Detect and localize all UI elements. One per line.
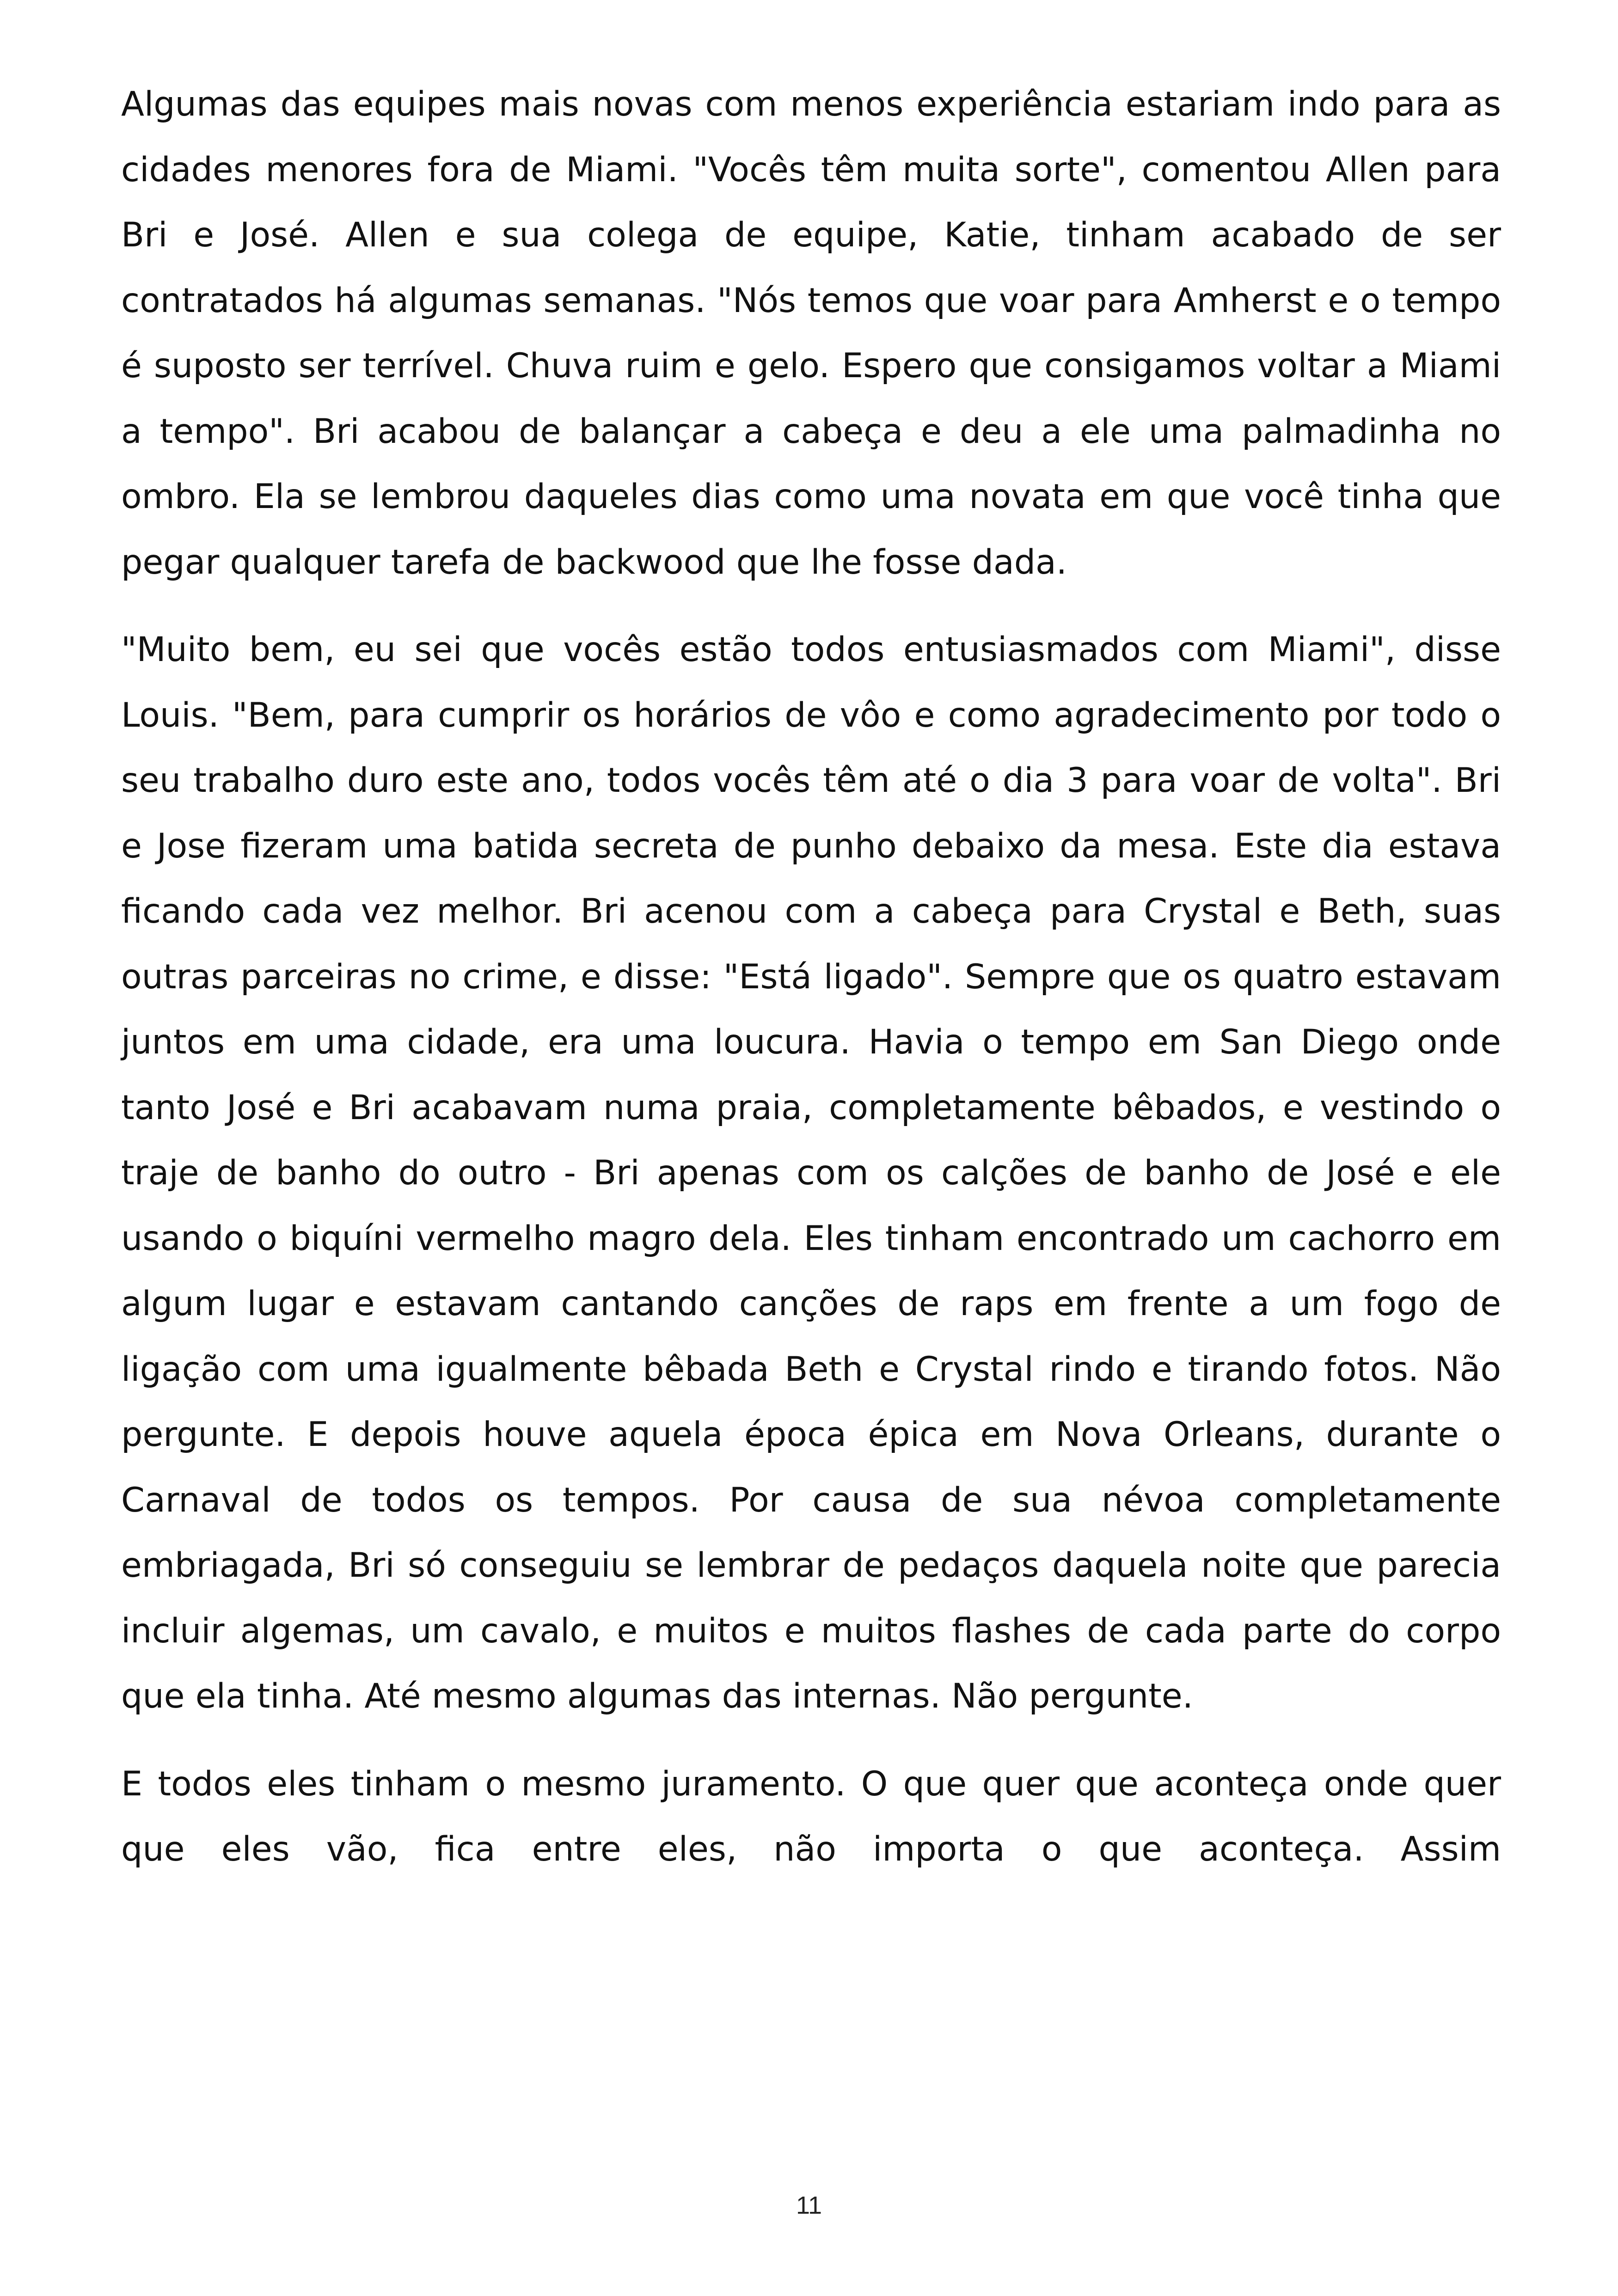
body-text: [121, 72, 1501, 1904]
paragraph-2: "Muito bem, eu sei que vocês estão todos entusiasmados com Miami", disse Louis. "Bem, para cumprir os horários de vôo e como agradecimento por todo o seu trabalho duro este ano, todos vocês têm até o dia 3 para voar de volta". Bri e Jose fizeram uma batida secreta de punho debaixo da mesa. Este dia estava ficando cada vez melhor. Bri acenou com a cabeça para Crystal e Beth, suas outras parceiras no crime, e disse: "Está ligado". Sempre que os quatro estavam juntos em uma cidade, era uma loucura. Havia o tempo em San Diego onde tanto José e Bri acabavam numa praia, completamente bêbados, e vestindo o traje de banho do outro - Bri apenas com os calções de banho de José e ele usando o biquíni vermelho magro dela. Eles tinham encontrado um cachorro em algum lugar e estavam cantando canções de raps em frente a um fogo de ligação com uma igualmente bêbada Beth e Crystal rindo e tirando fotos. Não pergunte. E depois houve aquela época épica em Nova Orleans, durante o Carnaval de todos os tempos. Por causa de sua névoa completamente embriagada, Bri só conseguiu se lembrar de pedaços daquela noite que parecia incluir algemas, um cavalo, e muitos e muitos flashes de cada parte do corpo que ela tinha. Até mesmo algumas das internas. Não pergunte.: [121, 630, 1501, 1716]
paragraph-1: Algumas das equipes mais novas com menos experiência estariam indo para as cidades menores fora de Miami. "Vocês têm muita sorte", comentou Allen para Bri e José. Allen e sua colega de equipe, Katie, tinham acabado de ser contratados há algumas semanas. "Nós temos que voar para Amherst e o tempo é suposto ser terrível. Chuva ruim e gelo. Espero que consigamos voltar a Miami a tempo". Bri acabou de balançar a cabeça e deu a ele uma palmadinha no ombro. Ela se lembrou daqueles dias como uma novata em que você tinha que pegar qualquer tarefa de backwood que lhe fosse dada.: [121, 85, 1501, 582]
page-number: 11: [796, 2192, 822, 2219]
paragraph-3: E todos eles tinham o mesmo juramento. O que quer que aconteça onde quer que eles vão, fica entre eles, não importa o que aconteça. Assim: [121, 1764, 1501, 1869]
